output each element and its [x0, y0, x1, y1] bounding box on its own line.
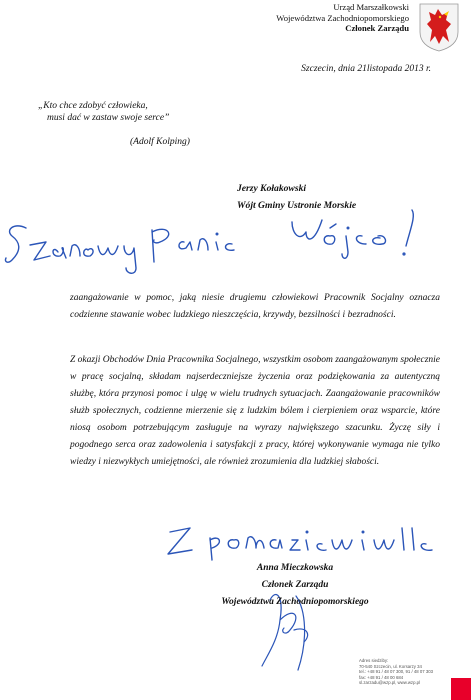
quote-line-1: „Kto chce zdobyć człowieka, — [38, 101, 148, 111]
body-paragraph-2: Z okazji Obchodów Dnia Pracownika Socjalnego, wszystkim osobom zaangażowanym społecznie w pracę socjalną, składam najserdeczniejsze życzenia oraz podziękowania za autentyczną służbę, która przynosi pomoc i ulgę w wielu trudnych sytuacjach. Zaangażowanie pracowników służb społecznych, codzienne mierzenie się z ludzkim bólem i cierpieniem oraz wsparcie, które niosą osobom potrzebującym zasługuje na wyrazy największego szacunku. Życzę siły i pogodnego serca oraz zadowolenia i satysfakcji z pracy, której wykonywanie wymaga nie tylko wiedzy i niezwykłych umiejętności, ale również zrozumienia dla ludzkiej słabości. — [70, 355, 440, 467]
org-name-line2: Województwa Zachodniopomorskiego — [276, 12, 409, 23]
organization-header — [276, 2, 409, 34]
date-place-line: Szczecin, dnia 21listopada 2013 r. — [301, 64, 431, 74]
signatory-name: Anna Mieczkowska — [256, 563, 334, 573]
motto-quote — [38, 100, 169, 124]
footer-fax: fax: +48 91 / 48 00 684 — [359, 674, 404, 680]
org-name-line1: Urząd Marszałkowski — [333, 2, 409, 12]
footer-line-1: Adres siedziby: — [359, 658, 389, 663]
handwritten-greeting — [0, 190, 471, 290]
corner-accent-mark — [451, 678, 471, 700]
recipient-title: Wójt Gminy Ustronie Morskie — [237, 200, 357, 211]
signatory-block — [220, 560, 370, 611]
signatory-role: Członek Zarządu — [261, 580, 329, 590]
org-name-line3: Członek Zarządu — [345, 23, 409, 34]
signatory-org: Województwa Zachodniopomorskiego — [221, 597, 369, 607]
griffin-coat-of-arms-icon — [418, 2, 460, 52]
quote-author: (Adolf Kolping) — [130, 137, 190, 147]
recipient-name: Jerzy Kołakowski — [237, 183, 307, 194]
footer-email-web: sl.zarzadu@wzp.pl, www.wzp.pl — [359, 680, 421, 685]
body-paragraph-1: zaangażowanie w pomoc, jaką niesie drugiemu człowiekowi Pracownik Socjalny oznacza codzienne stawanie wobec ludzkiego nieszczęścia, krzywdy, bezsilności i bezradności. — [70, 293, 440, 320]
footer-address: 70-540 Szczecin, ul. Korsarzy 34 — [359, 663, 422, 669]
footer-contact — [359, 658, 433, 686]
quote-line-2: musi dać w zastaw swoje serce” — [47, 113, 170, 123]
footer-phone: tel.: +48 91 / 48 07 300, 91 / 48 07 303 — [359, 669, 433, 674]
